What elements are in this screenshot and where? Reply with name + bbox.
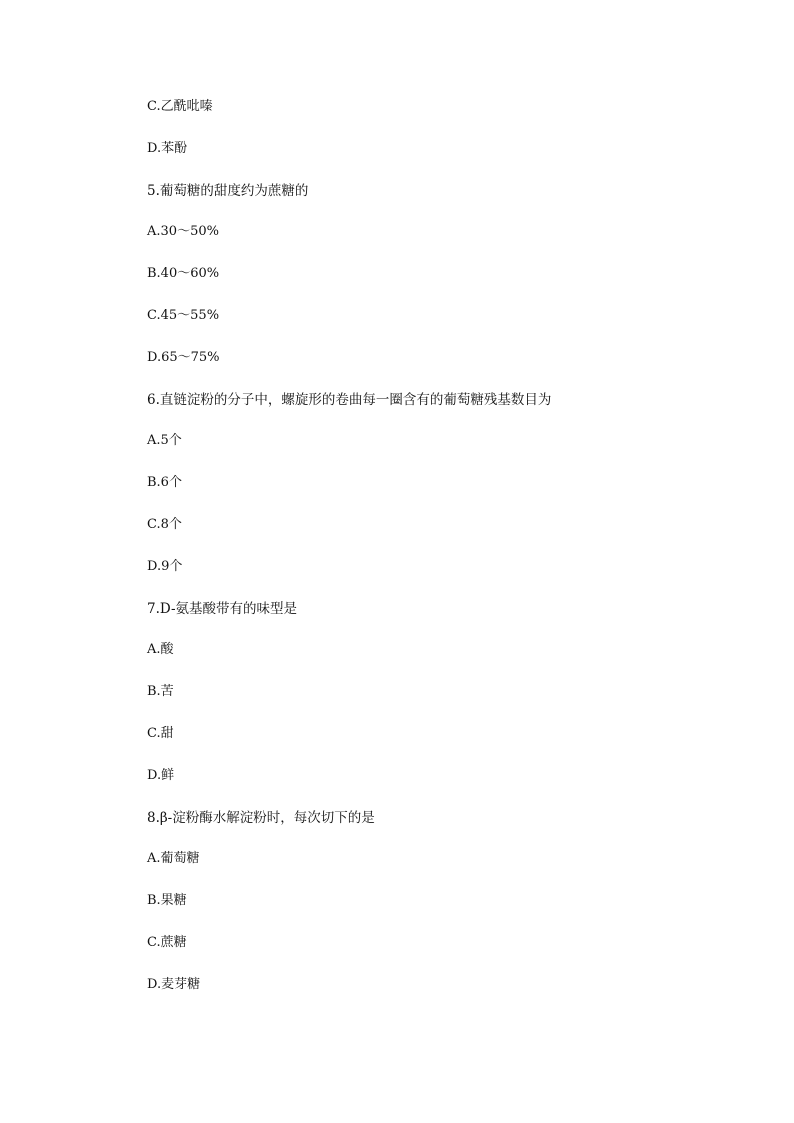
question-5: 5.葡萄糖的甜度约为蔗糖的 xyxy=(147,182,309,199)
option-q5-c: C.45～55% xyxy=(147,307,220,323)
question-list xyxy=(147,97,747,1017)
option-q6-a: A.5个 xyxy=(147,433,182,449)
option-q7-b: B.苦 xyxy=(147,684,174,700)
option-q5-a: A.30～50% xyxy=(147,224,219,240)
option-q6-b: B.6个 xyxy=(147,475,182,491)
option-q7-a: A.酸 xyxy=(147,642,174,658)
question-7: 7.D-氨基酸带有的味型是 xyxy=(147,600,298,617)
option-q4-c: C.乙酰吡嗪 xyxy=(147,99,213,114)
option-q7-c: C.甜 xyxy=(147,725,174,741)
option-q5-d: D.65～75% xyxy=(147,349,220,365)
option-q8-c: C.蔗糖 xyxy=(147,934,187,950)
option-q8-b: B.果糖 xyxy=(147,893,187,909)
option-q7-d: D.鲜 xyxy=(147,767,175,783)
option-q6-c: C.8个 xyxy=(147,516,182,532)
question-6: 6.直链淀粉的分子中，螺旋形的卷曲每一圈含有的葡萄糖残基数目为 xyxy=(147,391,552,408)
option-q5-b: B.40～60% xyxy=(147,266,220,282)
question-8: 8.β-淀粉酶水解淀粉时，每次切下的是 xyxy=(147,809,375,826)
option-q8-a: A.葡萄糖 xyxy=(147,851,200,867)
option-q6-d: D.9个 xyxy=(147,558,183,574)
option-q8-d: D.麦芽糖 xyxy=(147,976,201,992)
option-q4-d: D.苯酚 xyxy=(147,140,188,156)
